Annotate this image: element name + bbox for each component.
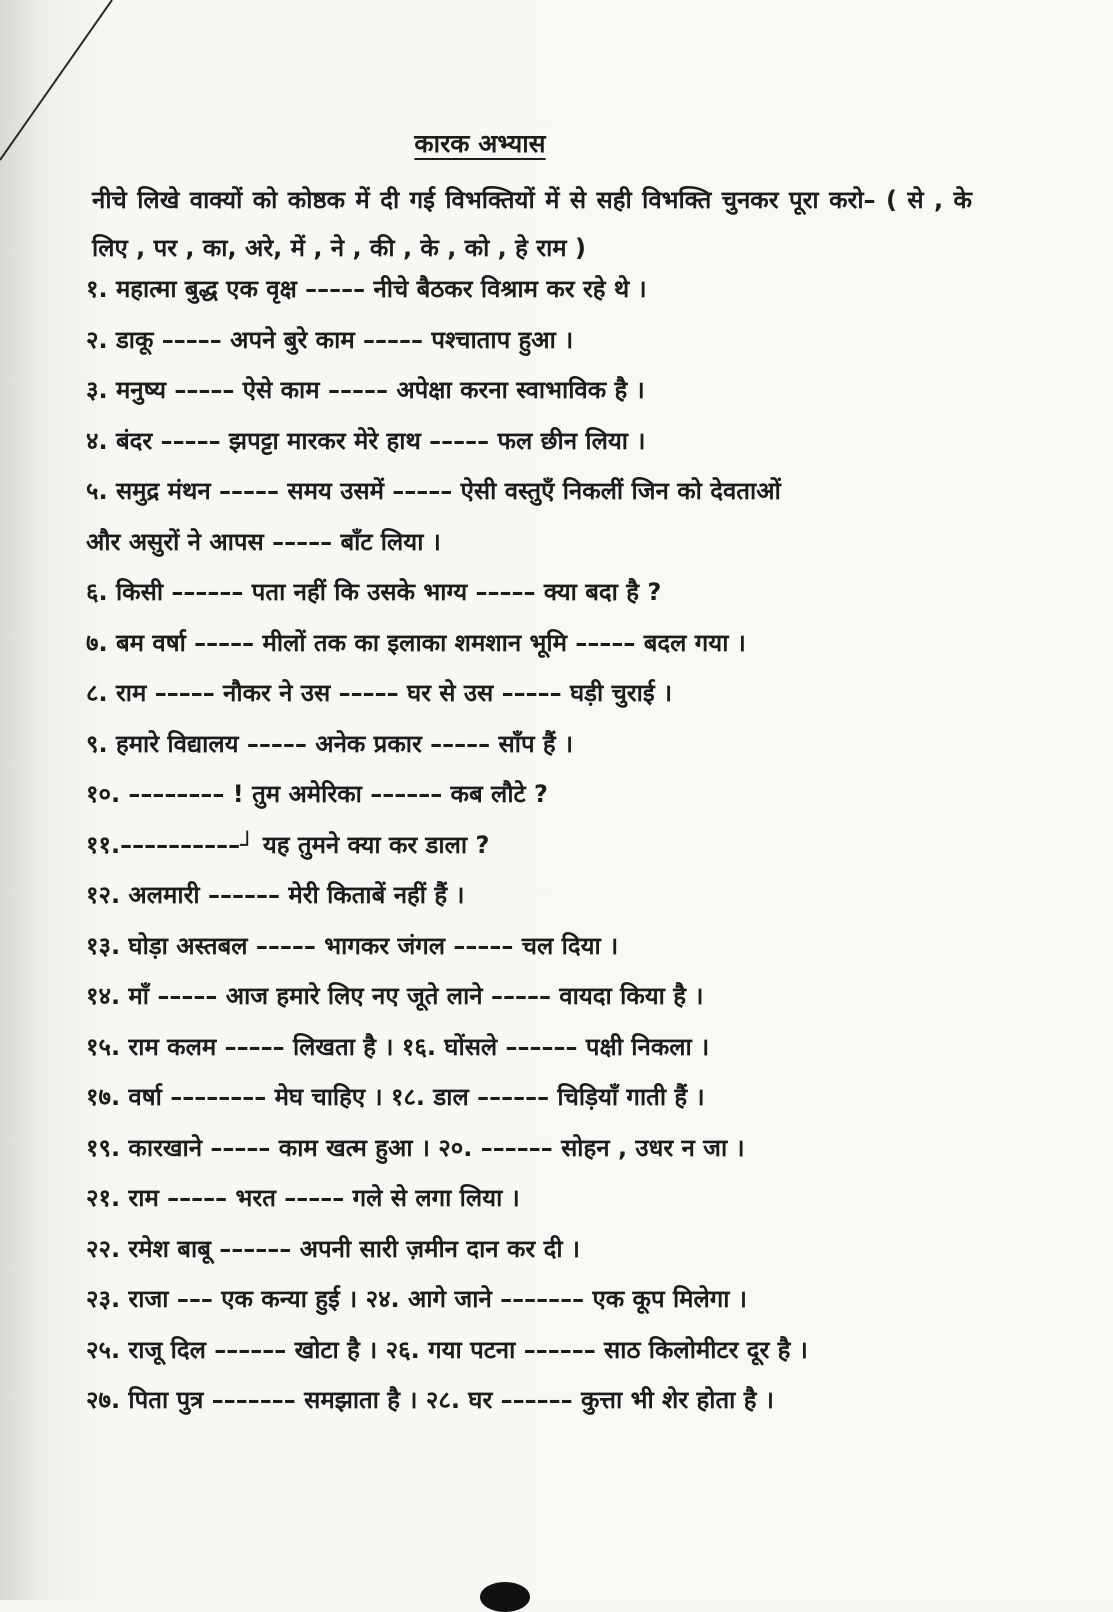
exercise-line: २७. पिता पुत्र ––––––– समझाता है । २८. घर –––––– कुत्ता भी शेर होता है । [86,1386,774,1414]
exercise-line: ८. राम ––––– नौकर ने उस ––––– घर से उस ––––– घड़ी चुराई । [86,679,673,707]
exercise-line: ५. समुद्र मंथन ––––– समय उसमें ––––– ऐसी वस्तुएँ निकलीं जिन को देवताओं [86,477,781,505]
exercise-line-continuation: और असुरों ने आपस ––––– बाँट लिया । [86,527,441,556]
exercise-line: १९. कारखाने ––––– काम खत्म हुआ । २०. –––––– सोहन , उधर न जा । [86,1133,745,1162]
exercise-line: १३. घोड़ा अस्तबल ––––– भागकर जंगल ––––– चल दिया । [86,931,619,960]
exercise-line: २५. राजू दिल –––––– खोटा है । २६. गया पटना –––––– साठ किलोमीटर दूर है । [86,1335,808,1364]
exercise-line: १०. –––––––– ! तुम अमेरिका –––––– कब लौटे ? [86,780,548,808]
instruction-text: नीचे लिखे वाक्यों को कोष्ठक में दी गई विभक्तियों में से सही विभक्ति चुनकर पूरा करो– ( से , के लिए , पर , का, अरे, में , ने , की , के , को , हे राम ) [92,186,972,262]
exercise-line: २३. राजा ––– एक कन्या हुई । २४. आगे जाने ––––––– एक कूप मिलेगा । [86,1285,747,1313]
exercise-line: १२. अलमारी –––––– मेरी किताबें नहीं हैं । [86,881,465,909]
page-title: कारक अभ्यास [414,129,546,158]
exercise-line: २. डाकू ––––– अपने बुरे काम ––––– पश्चाताप हुआ । [86,325,574,354]
exercise-line: ७. बम वर्षा ––––– मीलों तक का इलाका शमशान भूमि ––––– बदल गया । [86,628,746,657]
exercise-line: १४. माँ ––––– आज हमारे लिए नए जूते लाने ––––– वायदा किया है । [86,982,704,1010]
exercise-line: १. महात्मा बुद्ध एक वृक्ष ––––– नीचे बैठकर विश्राम कर रहे थे । [86,275,647,303]
exercise-line: ९. हमारे विद्यालय ––––– अनेक प्रकार ––––– साँप हैं । [86,729,574,758]
exercise-line: ४. बंदर ––––– झपट्टा मारकर मेरे हाथ ––––– फल छीन लिया । [86,426,646,455]
exercise-line: ६. किसी –––––– पता नहीं कि उसके भाग्य ––––– क्या बदा है ? [86,578,662,606]
exercise-list [86,264,1006,1426]
exercise-line: ११.––––––––––┘ यह तुमने क्या कर डाला ? [86,830,490,859]
exercise-line: १७. वर्षा –––––––– मेघ चाहिए । १८. डाल –––––– चिड़ियाँ गाती हैं । [86,1083,705,1111]
ink-blot [480,1582,530,1612]
exercise-line: १५. राम कलम ––––– लिखता है । १६. घोंसले –––––– पक्षी निकला । [86,1032,710,1061]
exercise-line: ३. मनुष्य ––––– ऐसे काम ––––– अपेक्षा करना स्वाभाविक है । [86,376,645,404]
exercise-line: २२. रमेश बाबू –––––– अपनी सारी ज़मीन दान कर दी । [86,1234,580,1263]
exercise-line: २१. राम ––––– भरत ––––– गले से लगा लिया । [86,1184,520,1212]
